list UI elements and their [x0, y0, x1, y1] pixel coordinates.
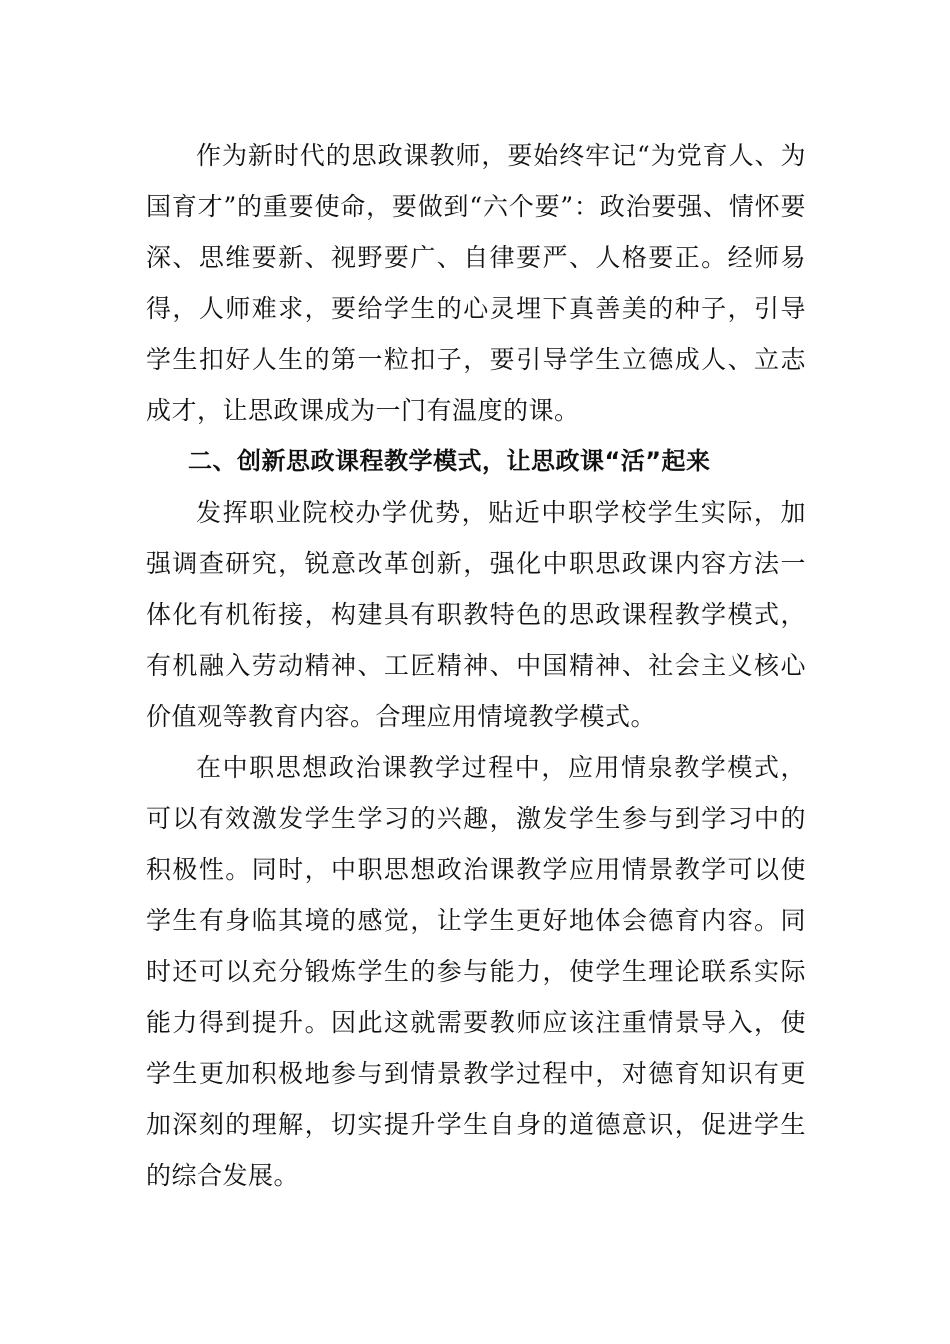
document-body	[146, 130, 806, 1201]
paragraph-situational-teaching: 在中职思想政治课教学过程中，应用情泉教学模式，可以有效激发学生学习的兴趣，激发学生参与到学习中的积极性。同时，中职思想政治课教学应用情景教学可以使学生有身临其境的感觉，让学生更好地体会德育内容。同时还可以充分锻炼学生的参与能力，使学生理论联系实际能力得到提升。因此这就需要教师应该注重情景导入，使学生更加积极地参与到情景教学过程中，对德育知识有更加深刻的理解，切实提升学生自身的道德意识，促进学生的综合发展。	[146, 753, 806, 1190]
paragraph-teacher-mission: 作为新时代的思政课教师，要始终牢记“为党育人、为国育才”的重要使命，要做到“六个要”：政治要强、情怀要深、思维要新、视野要广、自律要严、人格要正。经师易得，人师难求，要给学生的心灵埋下真善美的种子，引导学生扣好人生的第一粒扣子，要引导学生立德成人、立志成才，让思政课成为一门有温度的课。	[146, 141, 806, 425]
section-heading-2: 二、创新思政课程教学模式，让思政课“活”起来	[188, 447, 711, 475]
paragraph-teaching-model: 发挥职业院校办学优势，贴近中职学校学生实际，加强调查研究，锐意改革创新，强化中职思政课内容方法一体化有机衔接，构建具有职教特色的思政课程教学模式，有机融入劳动精神、工匠精神、中国精神、社会主义核心价值观等教育内容。合理应用情境教学模式。	[146, 498, 806, 731]
